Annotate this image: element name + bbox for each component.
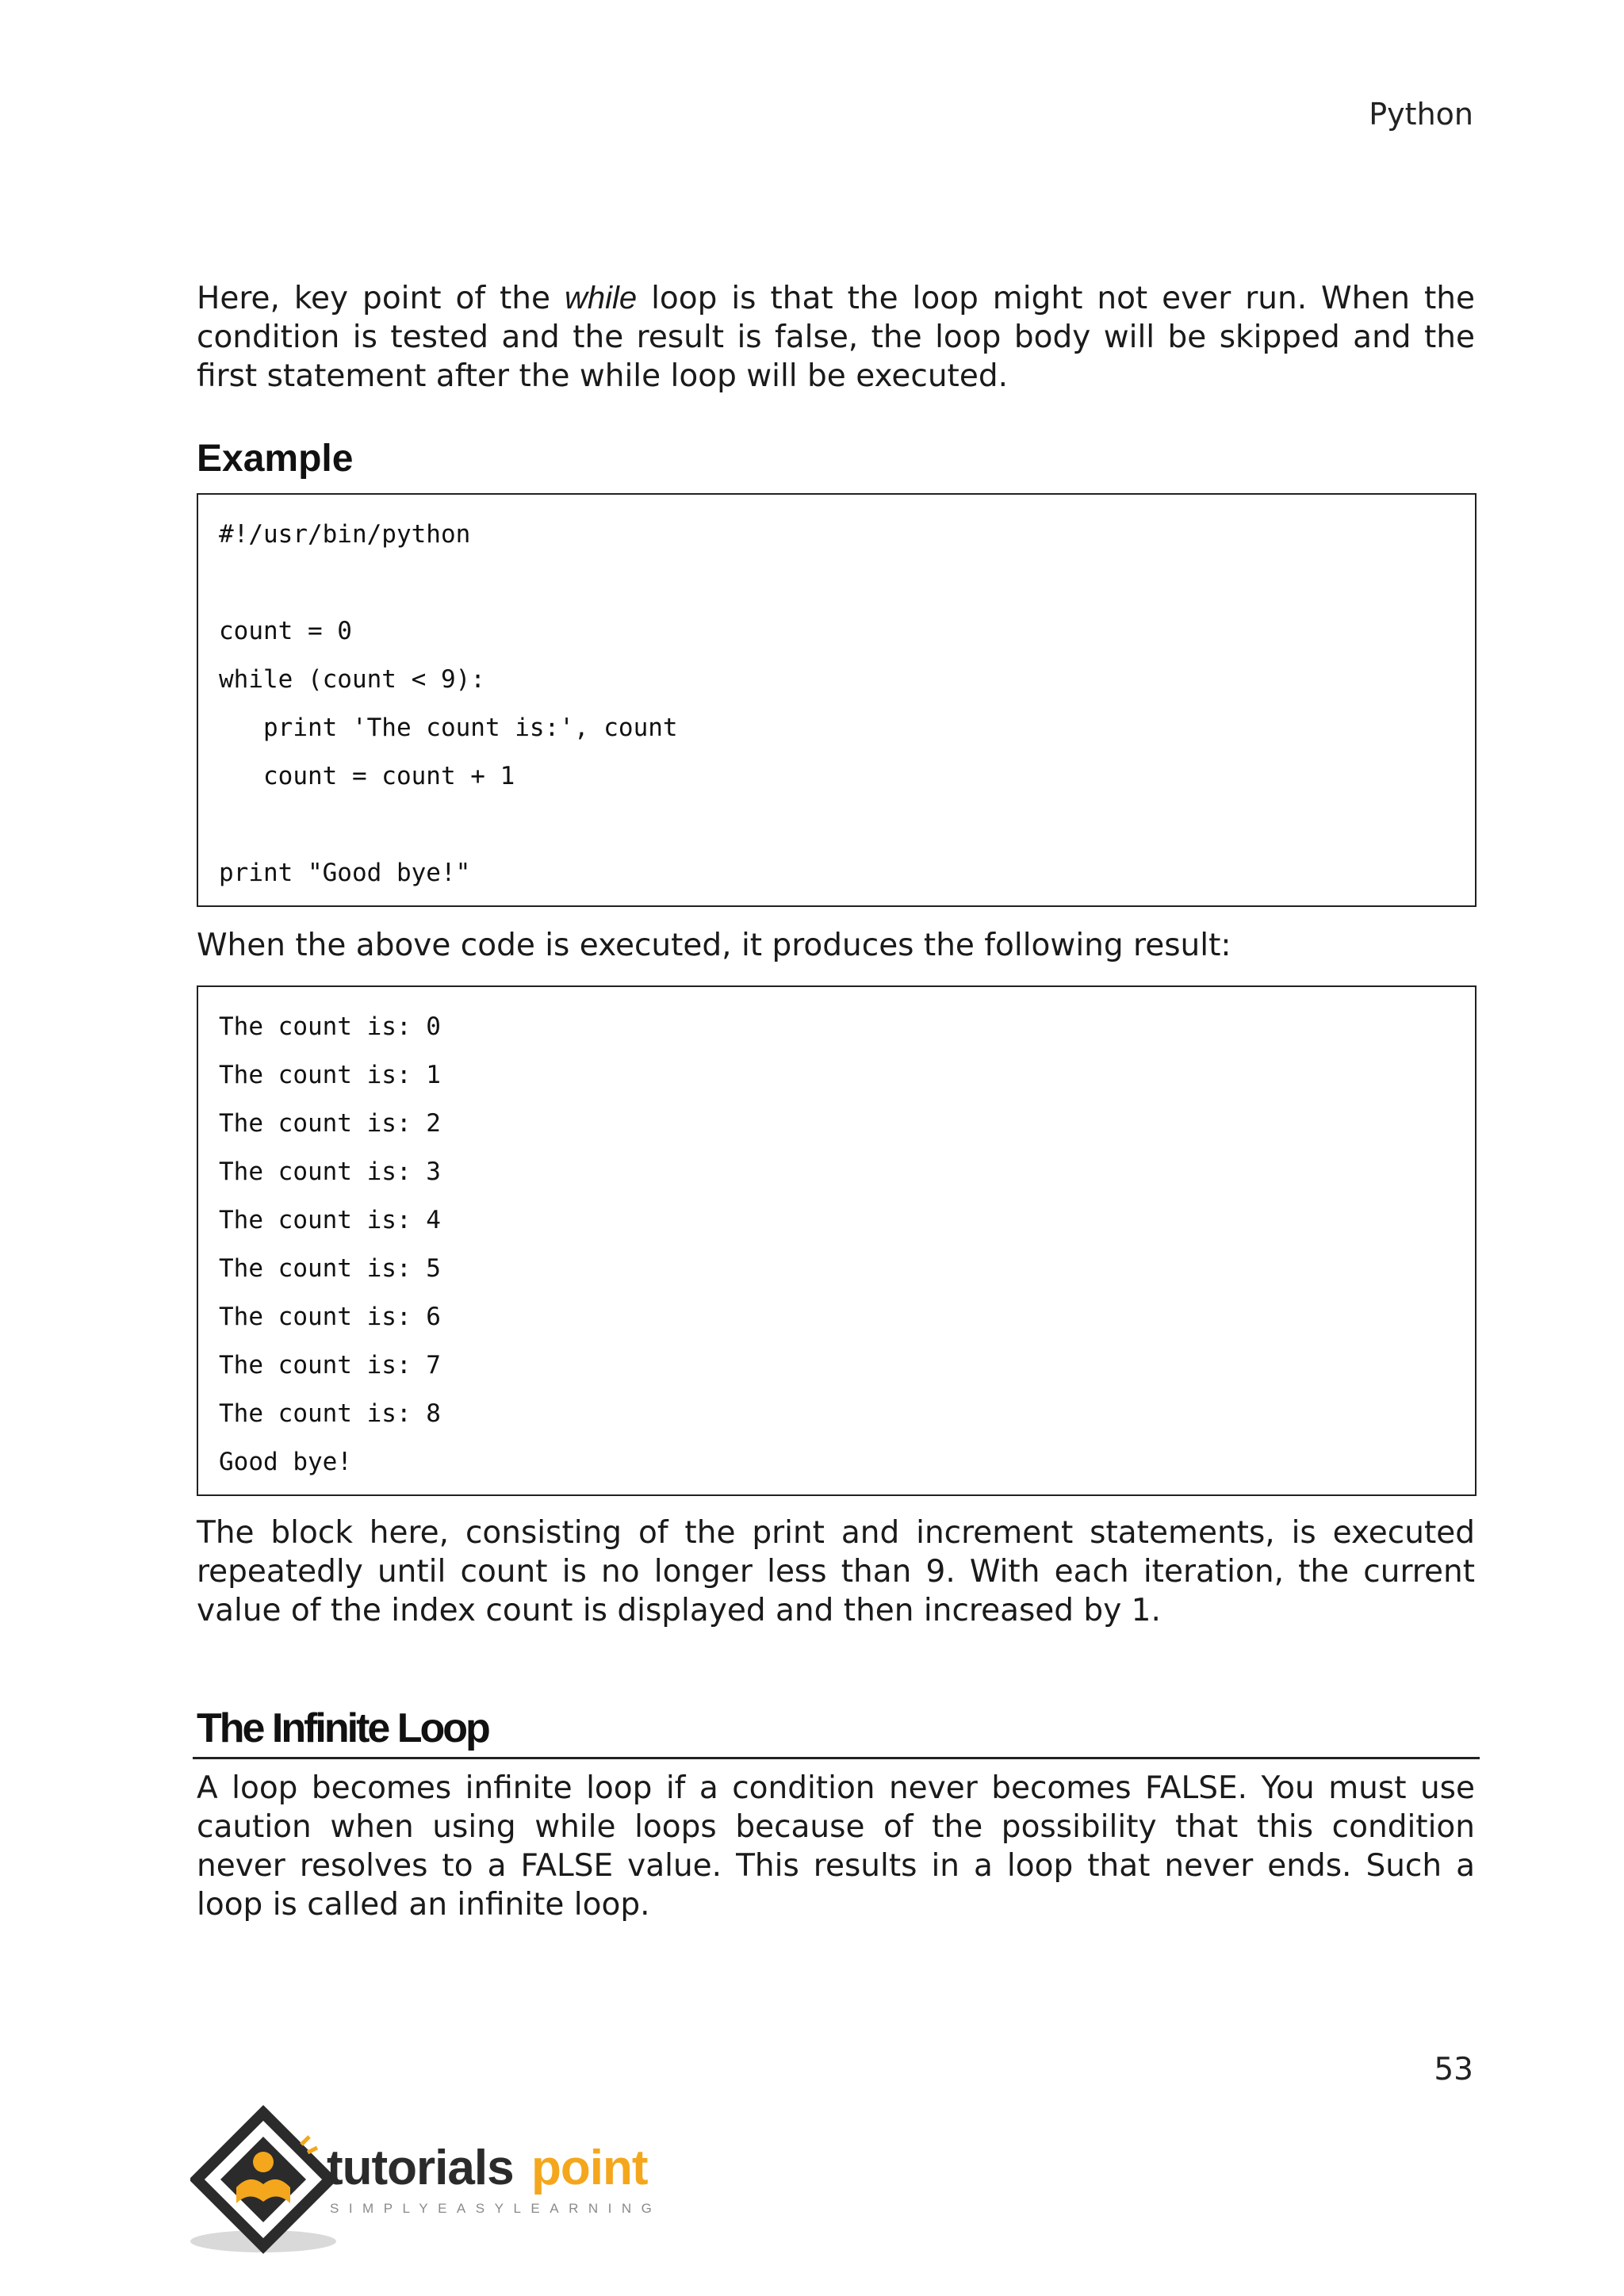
infinite-loop-paragraph: A loop becomes infinite loop if a condition never becomes FALSE. You must use caution when using while loops because of the possibility that this condition never resolves to a FALSE value. This results in a loop that never ends. Such a loop is called an infinite loop.: [197, 1770, 1475, 1923]
explanation-paragraph: The block here, consisting of the print and increment statements, is executed repeatedly until count is no longer less than 9. With each iteration, the current value of the index count is displayed and then increased by 1.: [197, 1515, 1475, 1628]
code-line: while (count < 9):: [219, 665, 485, 694]
logo-tagline: SIMPLYEASYLEARNING: [330, 2201, 662, 2216]
output-block: [197, 985, 1477, 1496]
intro-paragraph: [197, 279, 1475, 396]
logo-figure-head: [253, 2152, 274, 2172]
intro-text-after: loop is that the loop might not ever run. When the condition is tested and the result is false, the loop body will be skipped and the first statement after the while loop will be executed.: [197, 281, 1475, 394]
code-line: print 'The count is:', count: [219, 714, 678, 742]
infinite-loop-heading: The Infinite Loop: [193, 1705, 1480, 1759]
output-line: The count is: 1: [219, 1061, 441, 1089]
output-line: The count is: 7: [219, 1351, 441, 1380]
intro-text-before: Here, key point of the: [197, 281, 551, 316]
output-line: The count is: 3: [219, 1158, 441, 1186]
output-line: The count is: 5: [219, 1254, 441, 1283]
output-line: The count is: 6: [219, 1303, 441, 1331]
result-intro: When the above code is executed, it produces the following result:: [197, 928, 1231, 963]
logo-word-tutorials: tutorials: [327, 2141, 514, 2195]
code-line: #!/usr/bin/python: [219, 520, 471, 549]
code-line: count = 0: [219, 617, 352, 645]
output-line: The count is: 8: [219, 1399, 441, 1428]
while-emphasis: while: [564, 281, 638, 316]
page-content: [197, 279, 1475, 1924]
page-number: 53: [1434, 2052, 1473, 2087]
code-block: [197, 493, 1477, 907]
code-line: [219, 559, 1454, 607]
logo-word-point: point: [531, 2141, 648, 2195]
output-line: The count is: 4: [219, 1206, 441, 1234]
output-line: The count is: 2: [219, 1109, 441, 1138]
output-line: Good bye!: [219, 1448, 352, 1476]
running-header: Python: [1369, 97, 1473, 132]
tutorialspoint-logo: [190, 2105, 698, 2256]
code-line: count = count + 1: [219, 762, 515, 790]
code-line: print "Good bye!": [219, 859, 471, 887]
output-line: The count is: 0: [219, 1012, 441, 1041]
example-heading: Example: [197, 438, 354, 480]
code-line: [219, 801, 1454, 849]
